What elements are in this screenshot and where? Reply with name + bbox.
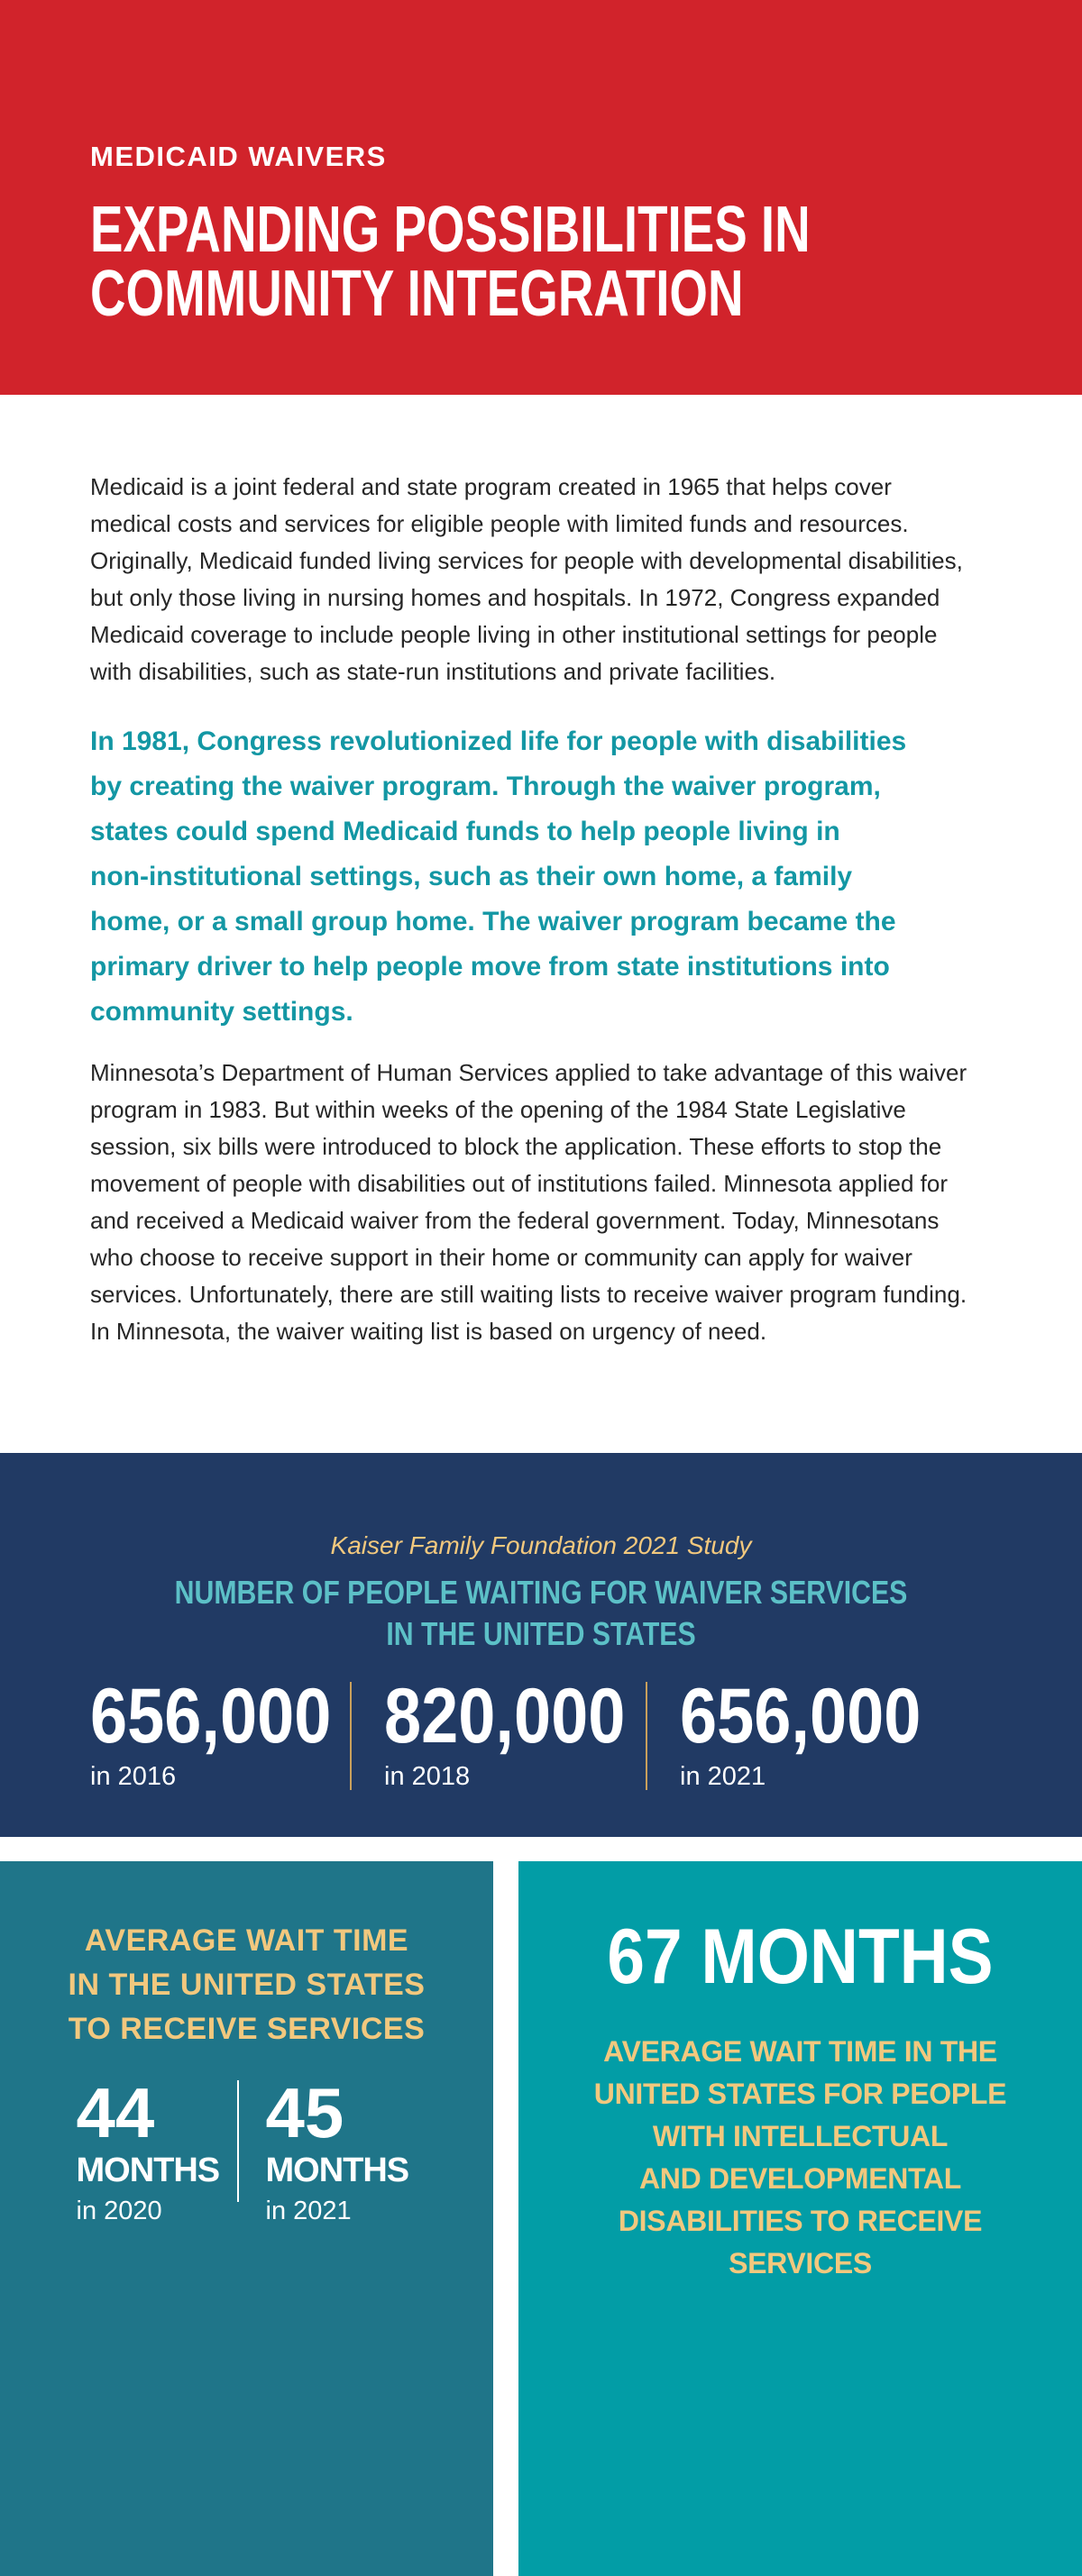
text-line: IN THE UNITED STATES	[386, 1615, 696, 1652]
waiting-stats-row	[0, 1675, 1082, 1792]
stat-value: 656,000	[90, 1673, 332, 1759]
stat-divider	[350, 1682, 352, 1790]
stat-year: in 2021	[680, 1762, 766, 1791]
cards-gap	[493, 1861, 518, 2576]
wait-time-cards	[0, 1861, 1082, 2576]
text-line: NUMBER OF PEOPLE WAITING FOR WAIVER SERVICES	[174, 1574, 908, 1611]
months-stat-2021	[265, 2073, 417, 2226]
text-line: AVERAGE WAIT TIME IN THE	[603, 2035, 997, 2068]
text-line: IN THE UNITED STATES	[68, 1968, 426, 2002]
months-stats-row	[0, 2073, 493, 2226]
text-line: with disabilities, such as state-run institutions and private facilities.	[90, 658, 776, 685]
intro-paragraph	[90, 469, 1005, 690]
text-line: DISABILITIES TO RECEIVE	[618, 2205, 983, 2237]
idd-description	[518, 2031, 1082, 2285]
stat-value: 820,000	[384, 1673, 626, 1759]
text-line: by creating the waiver program. Through the waiver program,	[90, 772, 881, 801]
text-line: EXPANDING POSSIBILITIES IN	[90, 194, 811, 266]
text-line: Medicaid is a joint federal and state program created in 1965 that helps cover	[90, 473, 892, 500]
text-line: COMMUNITY INTEGRATION	[90, 258, 744, 330]
section-gap	[0, 1837, 1082, 1861]
text-line: session, six bills were introduced to block the application. These efforts to stop the	[90, 1133, 942, 1160]
months-value: 45	[265, 2073, 344, 2152]
idd-months-value: 67 MONTHS	[607, 1914, 994, 2000]
stat-item-2018	[384, 1675, 646, 1792]
wait-time-idd-card	[518, 1861, 1082, 2576]
text-line: WITH INTELLECTUAL	[652, 2120, 949, 2152]
article-section	[0, 395, 1082, 1453]
stat-item-2016	[90, 1675, 350, 1792]
highlight-paragraph	[90, 719, 1005, 1035]
text-line: services. Unfortunately, there are still waiting lists to receive waiver program funding.	[90, 1281, 967, 1308]
text-line: AVERAGE WAIT TIME	[84, 1923, 409, 1958]
text-line: movement of people with disabilities out of institutions failed. Minnesota applied for	[90, 1170, 948, 1197]
text-line: community settings.	[90, 997, 353, 1027]
text-line: medical costs and services for eligible people with limited funds and resources.	[90, 510, 909, 537]
text-line: home, or a small group home. The waiver program became the	[90, 907, 896, 936]
page-title	[90, 194, 1001, 330]
months-year: in 2020	[76, 2197, 162, 2225]
waiting-stats-heading	[0, 1572, 1082, 1655]
text-line: AND DEVELOPMENTAL	[639, 2162, 961, 2195]
text-line: primary driver to help people move from state institutions into	[90, 952, 890, 982]
text-line: but only those living in nursing homes and hospitals. In 1972, Congress expanded	[90, 584, 940, 611]
stat-item-2021	[680, 1675, 940, 1792]
stat-year: in 2016	[90, 1762, 177, 1791]
months-stat-2020	[76, 2073, 228, 2226]
text-line: non-institutional settings, such as their own home, a family	[90, 862, 853, 891]
stat-value: 656,000	[680, 1673, 922, 1759]
eyebrow-label: MEDICAID WAIVERS	[90, 141, 387, 172]
text-line: Minnesota’s Department of Human Services applied to take advantage of this waiver	[90, 1059, 967, 1086]
months-unit: MONTHS	[265, 2151, 409, 2189]
text-line: and received a Medicaid waiver from the federal government. Today, Minnesotans	[90, 1207, 940, 1234]
text-line: program in 1983. But within weeks of the opening of the 1984 State Legislative	[90, 1096, 906, 1123]
text-line: In Minnesota, the waiver waiting list is based on urgency of need.	[90, 1318, 767, 1345]
text-line: Medicaid coverage to include people living in other institutional settings for people	[90, 621, 938, 648]
wait-time-us-card	[0, 1861, 493, 2576]
months-year: in 2021	[265, 2197, 352, 2225]
text-line: UNITED STATES FOR PEOPLE	[593, 2078, 1007, 2110]
text-line: In 1981, Congress revolutionized life for people with disabilities	[90, 726, 907, 756]
text-line: Originally, Medicaid funded living services for people with developmental disabilities,	[90, 547, 963, 574]
stat-year: in 2018	[384, 1762, 471, 1791]
text-line: SERVICES	[729, 2247, 872, 2279]
months-unit: MONTHS	[76, 2151, 220, 2189]
hero-section	[0, 0, 1082, 395]
text-line: states could spend Medicaid funds to help people living in	[90, 817, 840, 846]
stat-divider	[646, 1682, 647, 1790]
text-line: who choose to receive support in their home or community can apply for waiver	[90, 1244, 912, 1271]
months-stat-divider	[237, 2080, 239, 2202]
text-line: TO RECEIVE SERVICES	[68, 2012, 426, 2046]
history-paragraph	[90, 1055, 1005, 1350]
months-value: 44	[76, 2073, 155, 2152]
us-card-heading	[0, 1919, 493, 2051]
waiting-stats-band	[0, 1453, 1082, 1837]
study-source-note: Kaiser Family Foundation 2021 Study	[330, 1531, 752, 1559]
